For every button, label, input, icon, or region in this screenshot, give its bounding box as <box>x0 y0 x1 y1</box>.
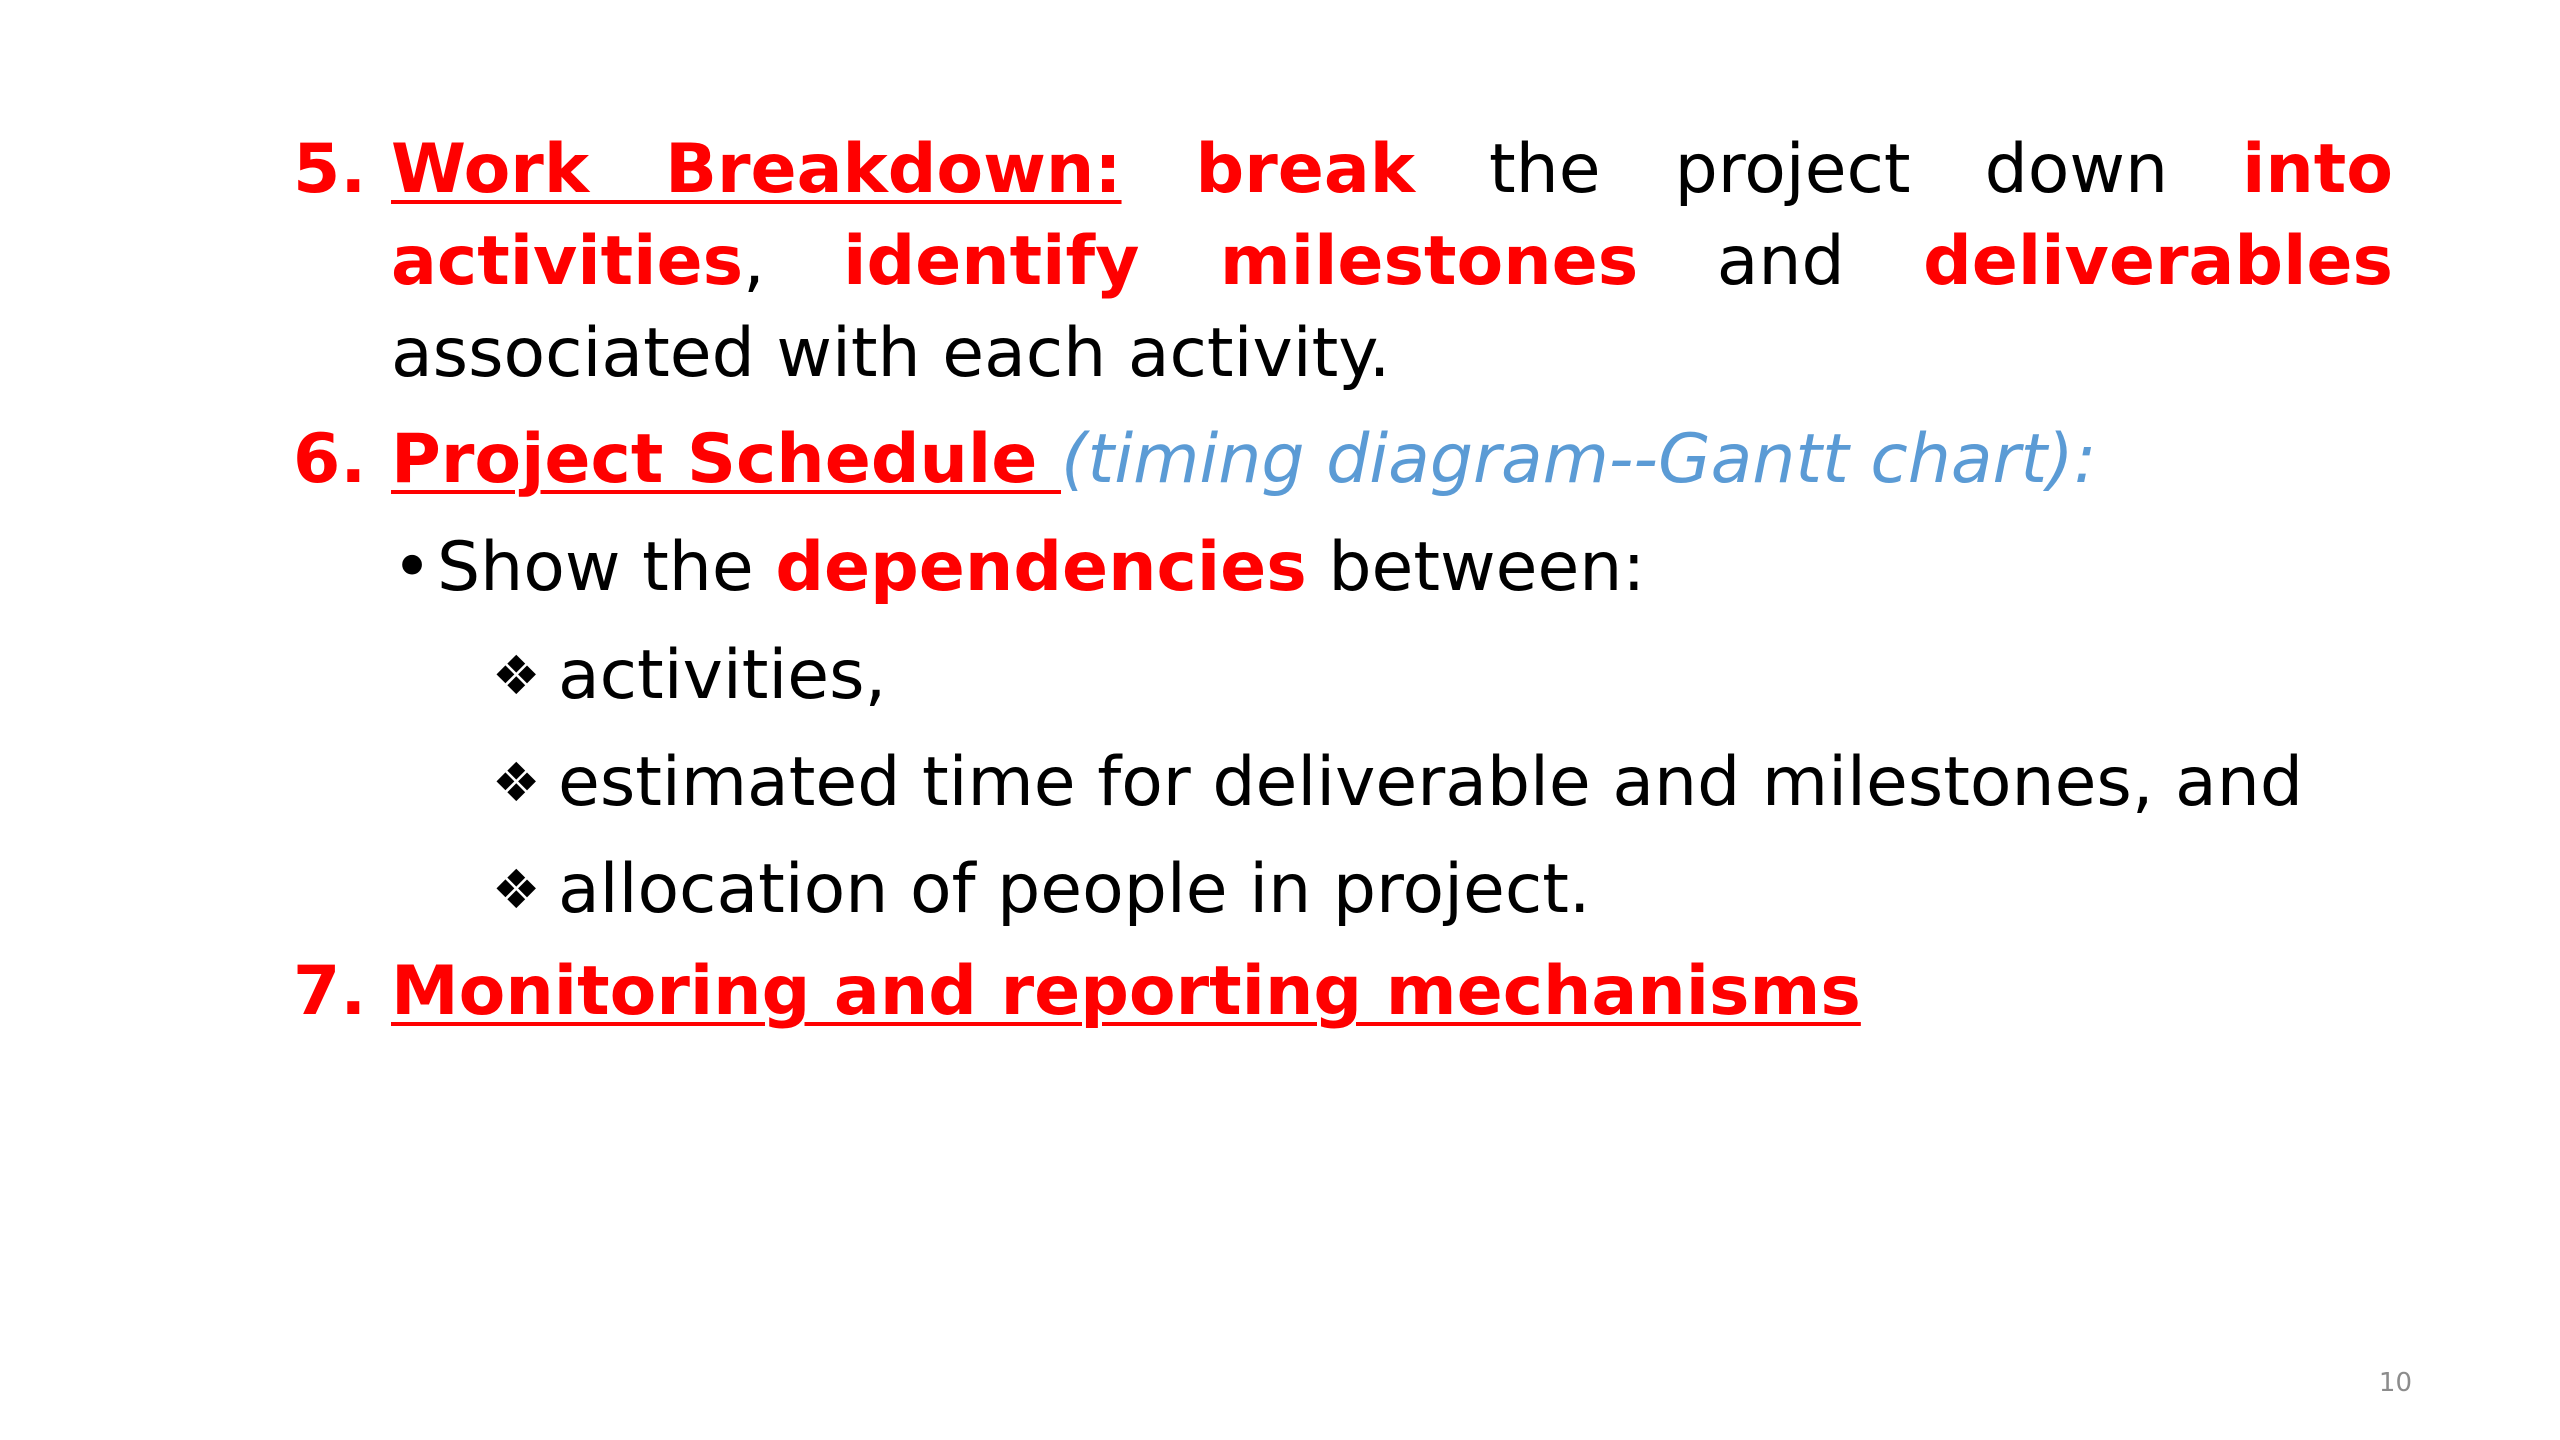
diamond-bullet-icon: ❖ <box>492 751 541 814</box>
item-subtitle: (timing diagram--Gantt chart): <box>1061 420 2097 499</box>
item-title: Work Breakdown: <box>391 130 1122 209</box>
text-fragment: , <box>743 222 844 301</box>
emphasis-identify-milestones: identify milestones <box>843 222 1639 301</box>
list-item-5 <box>293 124 2393 400</box>
sub-bullet-text: estimated time for deliverable and milestones, and <box>558 743 2303 822</box>
text-fragment: the project down <box>1414 130 2243 209</box>
item-title: Project Schedule <box>391 420 1062 499</box>
item-title: Monitoring and reporting mechanisms <box>391 952 1861 1031</box>
item-body <box>391 946 2393 1038</box>
item-body <box>391 414 2393 506</box>
sub-bullet <box>492 630 886 722</box>
sub-bullet-text: allocation of people in project. <box>558 850 1591 929</box>
text-fragment: Show the <box>437 528 776 607</box>
list-item-6 <box>293 414 2393 506</box>
sub-bullet <box>492 737 2303 829</box>
bullet-dot-icon: • <box>392 528 433 607</box>
text-fragment: between: <box>1306 528 1646 607</box>
page-number: 10 <box>2378 1368 2412 1398</box>
text-fragment <box>1122 130 1196 209</box>
item-body <box>391 124 2393 400</box>
sub-bullet <box>492 844 1590 936</box>
text-fragment: associated with each activity. <box>391 314 1391 393</box>
item-number: 6. <box>293 420 367 499</box>
item-number: 7. <box>293 952 367 1031</box>
diamond-bullet-icon: ❖ <box>492 644 541 707</box>
sub-bullet-text: activities, <box>558 636 887 715</box>
emphasis-dependencies: dependencies <box>775 528 1307 607</box>
emphasis-deliverables: deliverables <box>1923 222 2393 301</box>
emphasis-break: break <box>1195 130 1415 209</box>
bullet-dependencies <box>392 522 1645 614</box>
list-item-7 <box>293 946 2393 1038</box>
item-number: 5. <box>293 130 367 209</box>
emphasis-into-activities: into activities <box>391 130 2394 301</box>
text-fragment: and <box>1638 222 1924 301</box>
diamond-bullet-icon: ❖ <box>492 858 541 921</box>
